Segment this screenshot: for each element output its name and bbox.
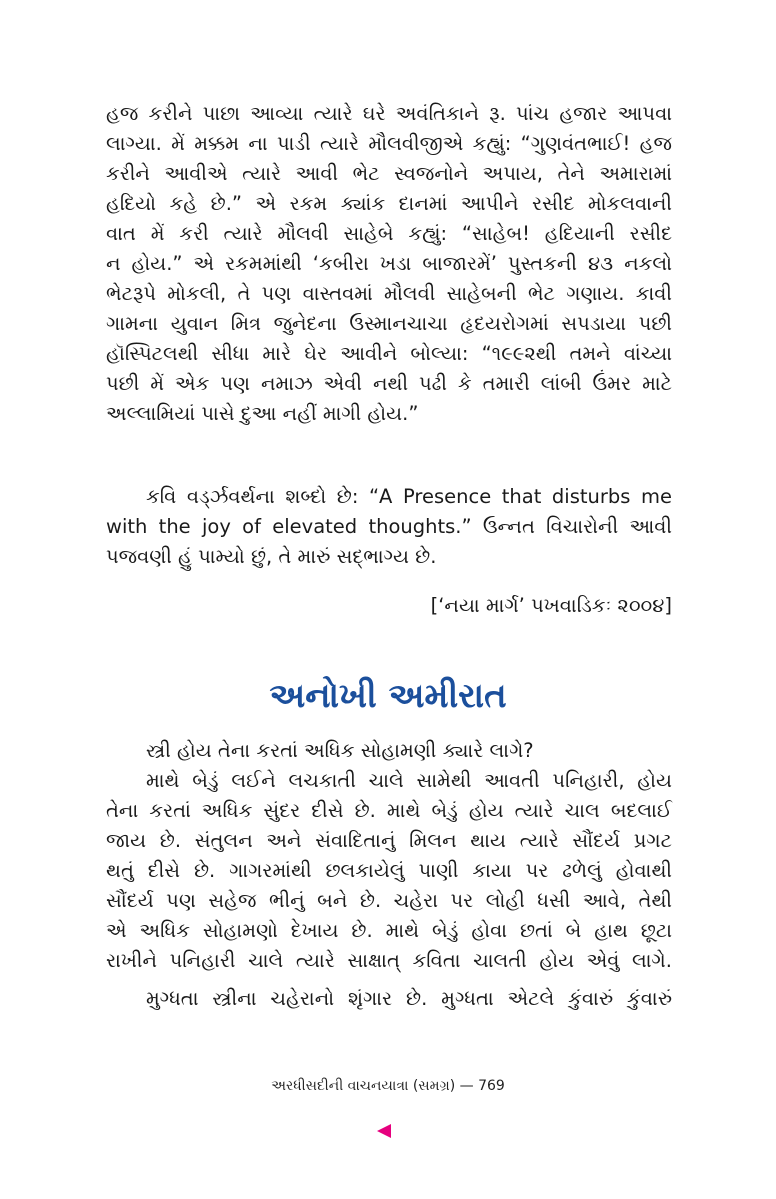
text-line: થતું દીસે છે. ગાગરમાંથી છલકાયેલું પાણી કાયા પર ઢળેલું હોવાથી [106, 859, 672, 882]
left-triangle-icon[interactable] [377, 1124, 391, 1138]
text-line: હજ કરીને પાછા આવ્યા ત્યારે ઘરે અવંતિકાને રૂ. પાંચ હજાર આપવા [106, 102, 672, 125]
text-line: રાખીને પનિહારી ચાલે ત્યારે સાક્ષાત્ કવિતા ચાલતી હોય એવું લાગે. [106, 949, 672, 972]
text-line: કરીને આવીએ ત્યારે આવી ભેટ સ્વજનોને અપાય, તેને અમારામાં [106, 162, 672, 185]
page-footer: અરધીસદીની વાચનયાત્રા (સમગ્ર) — 769 [271, 1078, 505, 1094]
text-line: હૉસ્પિટલથી સીધા મારે ઘેર આવીને બોલ્યા: “૧૯૯૨થી તમને વાંચ્યા [106, 342, 672, 365]
text-line: with the joy of elevated thoughts.” ઉન્નત વિચારોની આવી [106, 515, 672, 538]
text-line: જાય છે. સંતુલન અને સંવાદિતાનું મિલન થાય ત્યારે સૌંદર્ય પ્રગટ [106, 829, 672, 852]
text-line: પછી મેં એક પણ નમાઝ એવી નથી પઢી કે તમારી લાંબી ઉંમર માટે [106, 372, 672, 395]
text-line: માથે બેડું લઈને લચકાતી ચાલે સામેથી આવતી પનિહારી, હોય [146, 769, 672, 792]
section-heading: અનોખી અમીરાત [269, 676, 507, 716]
text-line: કવિ વર્ડ્ઝવર્થના શબ્દો છે: “A Presence that disturbs me [146, 485, 672, 508]
text-line: ન હોય.” એ રકમમાંથી ‘કબીરા ખડા બાજારમેં’ પુસ્તકની ૪૩ નકલો [106, 252, 672, 275]
text-line: સૌંદર્ય પણ સહેજ ભીનું બને છે. ચહેરા પર લોહી ધસી આવે, તેથી [106, 889, 672, 912]
source-citation: [‘નયા માર્ગ’ પખવાડિકઃ ૨૦૦૪] [430, 594, 672, 617]
text-line: અલ્લામિયાં પાસે દુઆ નહીં માગી હોય.” [106, 402, 419, 425]
text-line: એ અધિક સોહામણો દેખાય છે. માથે બેડું હોવા છતાં બે હાથ છૂટા [106, 919, 672, 942]
text-line: ભેટરૂપે મોકલી, તે પણ વાસ્તવમાં મૌલવી સાહેબની ભેટ ગણાય. કાવી [106, 282, 672, 305]
text-line: લાગ્યા. મેં મક્કમ ના પાડી ત્યારે મૌલવીજીએ કહ્યું: “ગુણવંતભાઈ! હજ [106, 132, 672, 155]
text-line: તેના કરતાં અધિક સુંદર દીસે છે. માથે બેડું હોય ત્યારે ચાલ બદલાઈ [106, 799, 672, 822]
text-line: પજવણી હું પામ્યો છું, તે મારું સદ્ભાગ્ય છે. [106, 545, 437, 568]
text-line: ગામના યુવાન મિત્ર જુનેદના ઉસ્માનચાચા હૃદયરોગમાં સપડાયા પછી [106, 312, 672, 335]
text-line: વાત મેં કરી ત્યારે મૌલવી સાહેબે કહ્યું: “સાહેબ! હદિયાની રસીદ [106, 222, 672, 245]
text-line: સ્ત્રી હોય તેના કરતાં અધિક સોહામણી ક્યારે લાગે? [146, 739, 534, 762]
text-line: હદિયો કહે છે.” એ રકમ ક્યાંક દાનમાં આપીને રસીદ મોકલવાની [106, 192, 672, 215]
text-line: મુગ્ધતા સ્ત્રીના ચહેરાનો શૃંગાર છે. મુગ્ધતા એટલે કુંવારું કુંવારું [146, 987, 672, 1010]
